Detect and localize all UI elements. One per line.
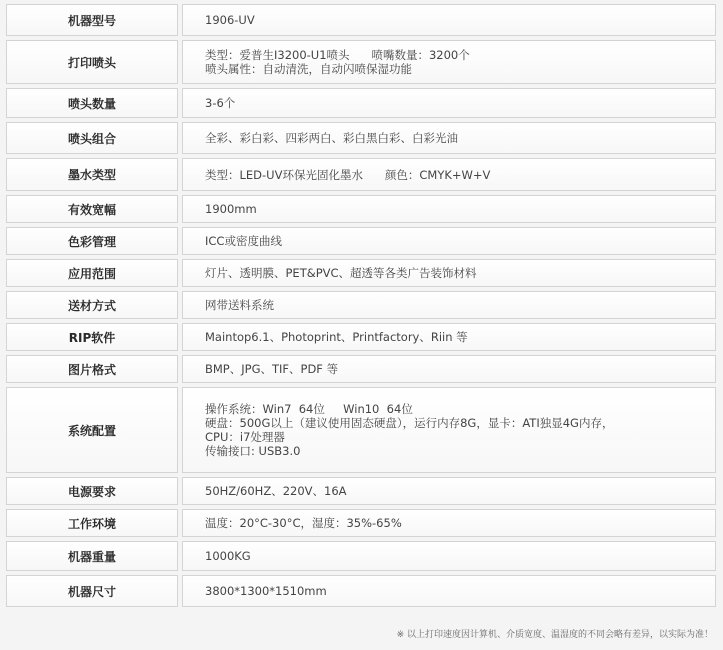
spec-table bbox=[6, 4, 716, 611]
spec-label: 送材方式 bbox=[6, 291, 178, 319]
spec-row-dimensions bbox=[6, 575, 716, 607]
spec-value-line: 硬盘：500G以上（建议使用固态硬盘），运行内存8G，显卡：ATI独显4G内存， bbox=[205, 416, 614, 430]
spec-value bbox=[182, 509, 716, 537]
spec-row-ink-type bbox=[6, 158, 716, 191]
spec-row-width bbox=[6, 195, 716, 223]
spec-value bbox=[182, 355, 716, 383]
spec-label: 系统配置 bbox=[6, 387, 178, 473]
spec-row-head-combo bbox=[6, 122, 716, 154]
spec-value-line: 50HZ/60HZ、220V、16A bbox=[205, 484, 347, 498]
spec-label: 电源要求 bbox=[6, 477, 178, 505]
spec-value-line: 3-6个 bbox=[205, 96, 236, 110]
spec-row-system bbox=[6, 387, 716, 473]
spec-label: 机器型号 bbox=[6, 4, 178, 36]
spec-row-environment bbox=[6, 509, 716, 537]
spec-value bbox=[182, 477, 716, 505]
spec-row-application bbox=[6, 259, 716, 287]
spec-label: 墨水类型 bbox=[6, 158, 178, 191]
spec-label: 打印喷头 bbox=[6, 40, 178, 84]
spec-value-line: 传输接口: USB3.0 bbox=[205, 444, 301, 458]
spec-value bbox=[182, 4, 716, 36]
spec-row-feed bbox=[6, 291, 716, 319]
spec-value-line: 1900mm bbox=[205, 202, 257, 216]
spec-value-line: Maintop6.1、Photoprint、Printfactory、Riin 等 bbox=[205, 330, 468, 344]
spec-value bbox=[182, 158, 716, 191]
spec-value bbox=[182, 575, 716, 607]
spec-value-line: ICC或密度曲线 bbox=[205, 234, 282, 248]
spec-label: 应用范围 bbox=[6, 259, 178, 287]
spec-value bbox=[182, 195, 716, 223]
spec-label: 有效宽幅 bbox=[6, 195, 178, 223]
spec-value-line: 温度：20°C-30°C，湿度：35%-65% bbox=[205, 516, 402, 530]
spec-label: 喷头数量 bbox=[6, 88, 178, 118]
spec-row-color-mgmt bbox=[6, 227, 716, 255]
spec-label: 机器重量 bbox=[6, 541, 178, 571]
spec-value-line: 类型：爱普生I3200-U1喷头 喷嘴数量：3200个 bbox=[205, 48, 470, 62]
spec-label: 工作环境 bbox=[6, 509, 178, 537]
spec-label: 色彩管理 bbox=[6, 227, 178, 255]
spec-value-line: 3800*1300*1510mm bbox=[205, 584, 327, 598]
spec-label: 喷头组合 bbox=[6, 122, 178, 154]
spec-value bbox=[182, 40, 716, 84]
spec-value-line: 喷头属性：自动清洗，自动闪喷保湿功能 bbox=[205, 62, 412, 76]
spec-row-model bbox=[6, 4, 716, 36]
spec-row-printhead bbox=[6, 40, 716, 84]
spec-label: 图片格式 bbox=[6, 355, 178, 383]
spec-value bbox=[182, 541, 716, 571]
spec-value bbox=[182, 259, 716, 287]
spec-row-weight bbox=[6, 541, 716, 571]
spec-label: RIP软件 bbox=[6, 323, 178, 351]
spec-row-image-format bbox=[6, 355, 716, 383]
spec-row-rip bbox=[6, 323, 716, 351]
spec-value-line: 灯片、透明膜、PET&PVC、超透等各类广告装饰材料 bbox=[205, 266, 477, 280]
spec-value-line: BMP、JPG、TIF、PDF 等 bbox=[205, 362, 339, 376]
spec-value-line: 类型：LED-UV环保光固化墨水 颜色：CMYK+W+V bbox=[205, 167, 491, 182]
spec-value bbox=[182, 291, 716, 319]
spec-value-line: 全彩、彩白彩、四彩两白、彩白黑白彩、白彩光油 bbox=[205, 131, 458, 145]
spec-value-line: 1000KG bbox=[205, 549, 251, 563]
spec-value bbox=[182, 323, 716, 351]
spec-value-line: 网带送料系统 bbox=[205, 298, 274, 312]
spec-value-line: 1906-UV bbox=[205, 13, 255, 27]
spec-value bbox=[182, 122, 716, 154]
spec-value bbox=[182, 227, 716, 255]
spec-row-head-count bbox=[6, 88, 716, 118]
spec-value bbox=[182, 387, 716, 473]
spec-value-line: 操作系统：Win7 64位 Win10 64位 bbox=[205, 402, 413, 416]
spec-value-line: CPU：i7处理器 bbox=[205, 430, 285, 444]
spec-row-power bbox=[6, 477, 716, 505]
footnote: ※ 以上打印速度因计算机、介质宽度、温湿度的不同会略有差异，以实际为准！ bbox=[396, 630, 713, 640]
spec-label: 机器尺寸 bbox=[6, 575, 178, 607]
spec-value bbox=[182, 88, 716, 118]
